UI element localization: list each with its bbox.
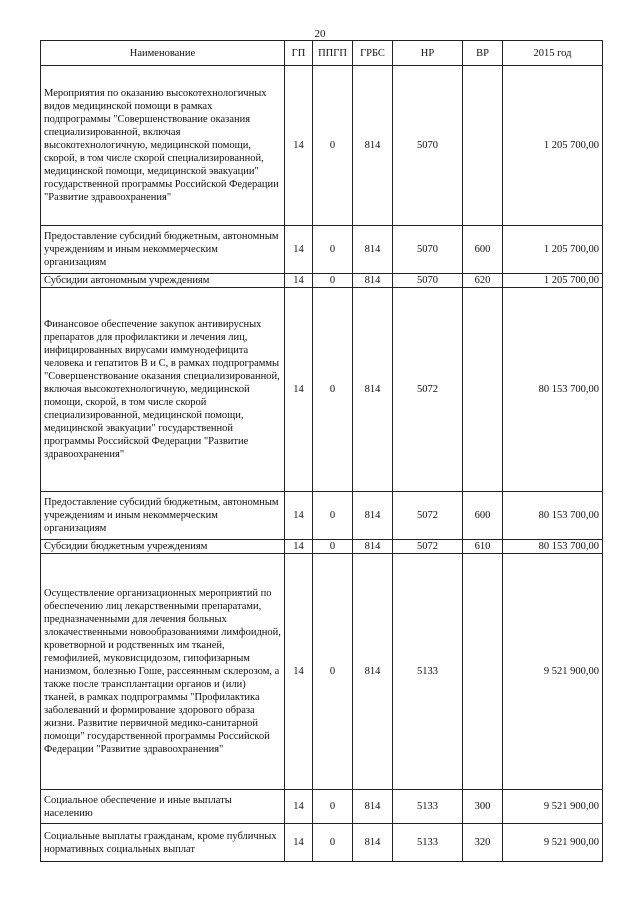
- header-name: Наименование: [41, 41, 285, 66]
- row-gp: 14: [285, 824, 313, 862]
- row-name: Мероприятия по оказанию высокотехнологичных видов медицинской помощи в рамках подпрограммы "Совершенствование оказания специализированной, включая высокотехнологичную, медицинской помощи, скорой, в том числе скорой специализированной, медицинской помощи, медицинской эвакуации" государственной программы Российской Федерации "Развитие здравоохранения": [41, 66, 285, 226]
- table-row: [41, 824, 603, 862]
- row-vr: 320: [463, 824, 503, 862]
- row-vr: [463, 288, 503, 492]
- row-vr: 600: [463, 492, 503, 540]
- row-grbs: 814: [353, 66, 393, 226]
- row-name: Предоставление субсидий бюджетным, автономным учреждениям и иным некоммерческим организациям: [41, 226, 285, 274]
- row-gp: 14: [285, 66, 313, 226]
- row-nr: 5072: [393, 288, 463, 492]
- row-ppgp: 0: [313, 288, 353, 492]
- row-name: Субсидии автономным учреждениям: [41, 274, 285, 288]
- row-vr: 610: [463, 540, 503, 554]
- table-row: [41, 288, 603, 492]
- row-amount: 1 205 700,00: [503, 274, 603, 288]
- row-gp: 14: [285, 540, 313, 554]
- header-year: 2015 год: [503, 41, 603, 66]
- row-name: Субсидии бюджетным учреждениям: [41, 540, 285, 554]
- row-nr: 5133: [393, 790, 463, 824]
- row-vr: [463, 66, 503, 226]
- row-grbs: 814: [353, 824, 393, 862]
- header-grbs: ГРБС: [353, 41, 393, 66]
- row-gp: 14: [285, 492, 313, 540]
- row-amount: 9 521 900,00: [503, 824, 603, 862]
- header-ppgp: ППГП: [313, 41, 353, 66]
- header-nr: НР: [393, 41, 463, 66]
- row-ppgp: 0: [313, 554, 353, 790]
- row-grbs: 814: [353, 492, 393, 540]
- row-amount: 80 153 700,00: [503, 492, 603, 540]
- row-gp: 14: [285, 274, 313, 288]
- row-vr: [463, 554, 503, 790]
- page-number: 20: [314, 28, 326, 40]
- row-nr: 5070: [393, 226, 463, 274]
- budget-table: [40, 40, 603, 862]
- table-row: [41, 554, 603, 790]
- table-row: [41, 66, 603, 226]
- row-name: Социальные выплаты гражданам, кроме публичных нормативных социальных выплат: [41, 824, 285, 862]
- row-name: Осуществление организационных мероприятий по обеспечению лиц лекарственными препаратами, предназначенными для лечения больных злокачественными новообразованиями лимфоидной, кроветворной и родственных им тканей, гемофилией, муковисцидозом, гипофизарным нанизмом, болезнью Гоше, рассеянным склерозом, а также после трансплантации органов и (или) тканей, в рамках подпрограммы "Профилактика заболеваний и формирование здорового образа жизни. Развитие первичной медико-санитарной помощи" государственной программы Российской Федерации "Развитие здравоохранения": [41, 554, 285, 790]
- row-gp: 14: [285, 790, 313, 824]
- row-grbs: 814: [353, 274, 393, 288]
- row-gp: 14: [285, 554, 313, 790]
- row-ppgp: 0: [313, 540, 353, 554]
- row-grbs: 814: [353, 226, 393, 274]
- row-ppgp: 0: [313, 824, 353, 862]
- row-name: Предоставление субсидий бюджетным, автономным учреждениям и иным некоммерческим организациям: [41, 492, 285, 540]
- row-ppgp: 0: [313, 66, 353, 226]
- row-vr: 600: [463, 226, 503, 274]
- table-row: [41, 226, 603, 274]
- row-nr: 5072: [393, 540, 463, 554]
- table-row: [41, 790, 603, 824]
- row-vr: 620: [463, 274, 503, 288]
- row-amount: 1 205 700,00: [503, 226, 603, 274]
- table-row: [41, 540, 603, 554]
- row-nr: 5070: [393, 66, 463, 226]
- row-grbs: 814: [353, 540, 393, 554]
- header-gp: ГП: [285, 41, 313, 66]
- row-ppgp: 0: [313, 226, 353, 274]
- row-nr: 5070: [393, 274, 463, 288]
- row-nr: 5133: [393, 824, 463, 862]
- row-gp: 14: [285, 288, 313, 492]
- row-grbs: 814: [353, 554, 393, 790]
- row-name: Финансовое обеспечение закупок антивирусных препаратов для профилактики и лечения лиц, инфицированных вирусами иммунодефицита человека и гепатитов В и С, в рамках подпрограммы "Совершенствование оказания специализированной, включая высокотехнологичную, медицинской помощи, скорой, в том числе скорой специализированной, медицинской помощи, медицинской эвакуации" государственной программы Российской Федерации "Развитие здравоохранения": [41, 288, 285, 492]
- table-row: [41, 274, 603, 288]
- table-row: [41, 492, 603, 540]
- header-vr: ВР: [463, 41, 503, 66]
- table-header-row: [41, 41, 603, 66]
- row-amount: 9 521 900,00: [503, 790, 603, 824]
- row-grbs: 814: [353, 790, 393, 824]
- row-nr: 5072: [393, 492, 463, 540]
- row-ppgp: 0: [313, 492, 353, 540]
- row-grbs: 814: [353, 288, 393, 492]
- row-ppgp: 0: [313, 790, 353, 824]
- row-amount: 1 205 700,00: [503, 66, 603, 226]
- row-nr: 5133: [393, 554, 463, 790]
- row-amount: 9 521 900,00: [503, 554, 603, 790]
- row-gp: 14: [285, 226, 313, 274]
- row-amount: 80 153 700,00: [503, 288, 603, 492]
- row-ppgp: 0: [313, 274, 353, 288]
- row-name: Социальное обеспечение и иные выплаты населению: [41, 790, 285, 824]
- row-vr: 300: [463, 790, 503, 824]
- row-amount: 80 153 700,00: [503, 540, 603, 554]
